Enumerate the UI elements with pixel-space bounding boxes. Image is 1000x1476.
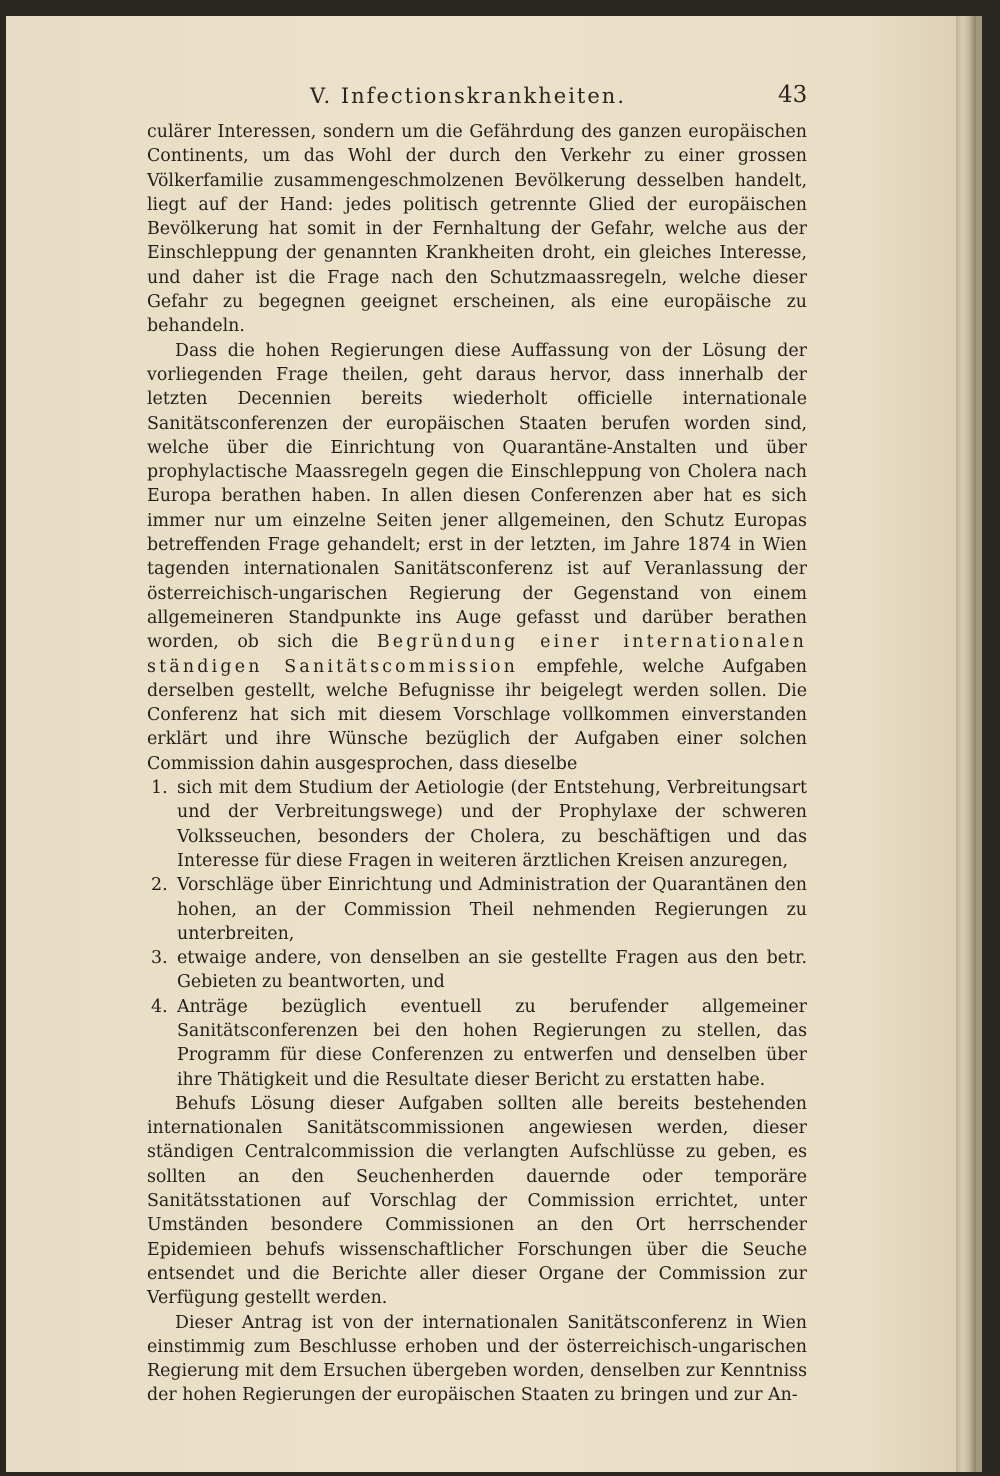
page-edge [956,16,976,1472]
list-item [147,995,807,1092]
paragraph-2-part-a: Dass die hohen Regierungen diese Auffassung von der Lösung der vorliegenden Frage theilen, geht daraus hervor, dass innerhalb der letzten Decennien bereits wiederholt officielle internationale Sanitätsconferenzen der europäischen Staaten berufen worden sind, welche über die Einrichtung von Quarantäne-Anstalten und über prophylactische Maassregeln gegen die Einschleppung von Cholera nach Europa berathen haben. In allen diesen Conferenzen aber hat es sich immer nur um einzelne Seiten jener allgemeinen, den Schutz Europas betreffenden Frage gehandelt; erst in der letzten, im Jahre 1874 in Wien tagenden internationalen Sanitätsconferenz ist auf Veranlassung der österreichisch-ungarischen Regierung der Gegenstand von einem allgemeineren Standpunkte ins Auge gefasst und darüber berathen worden, ob sich die [147,340,807,653]
paragraph-4: Dieser Antrag ist von der internationalen Sanitätsconferenz in Wien einstimmig zum Beschlusse erhoben und der österreichisch-ungarischen Regierung mit dem Ersuchen übergeben worden, denselben zur Kenntniss der hohen Regierungen der europäischen Staaten zu bringen und zur An- [147,1312,807,1406]
list-item-text: Anträge bezüglich eventuell zu berufender allgemeiner Sanitätsconferenzen bei den hohen Regierungen zu stellen, das Programm für diese Conferenzen zu entwerfen und denselben über ihre Thätigkeit und die Resultate dieser Bericht zu erstatten habe. [177,996,807,1090]
list-number: 3. [151,948,168,969]
list-item-text: etwaige andere, von denselben an sie gestellte Fragen aus den betr. Gebieten zu beantworten, und [177,948,807,993]
page-edge-shadow [976,16,982,1472]
list-item-text: Vorschläge über Einrichtung und Administration der Quarantänen den hohen, an der Commission Theil nehmenden Regierungen zu unterbreiten, [177,875,807,944]
numbered-list [147,776,807,1092]
list-item-text: sich mit dem Studium der Aetiologie (der Entstehung, Verbreitungsart und der Verbreitungswege) und der Prophylaxe der schweren Volksseuchen, besonders der Cholera, zu beschäftigen und das Interesse für diese Fragen in weiteren ärztlichen Kreisen anzuregen, [177,778,807,871]
list-number: 4. [151,996,168,1017]
emphasized-phrase: Begründung einer internationalen ständigen Sanitätscommission [147,632,808,677]
page-number: 43 [778,82,808,108]
book-page [6,16,956,1472]
paragraph-2 [147,339,807,776]
list-item [147,873,807,946]
paragraph-3: Behufs Lösung dieser Aufgaben sollten alle bereits bestehenden internationalen Sanitätscommissionen angewiesen werden, dieser ständigen Centralcommission die verlangten Aufschlüsse zu geben, es sollten an den Seuchenherden dauernde oder temporäre Sanitätsstationen auf Vorschlag der Commission errichtet, unter Umständen besondere Commissionen an den Ort herrschender Epidemieen behufs wissenschaftlicher Forschungen über die Seuche entsendet und die Berichte aller dieser Organe der Commission zur Verfügung gestellt werden. [147,1093,807,1309]
list-number: 2. [151,875,168,896]
list-number: 1. [151,778,168,799]
paragraph-1: culärer Interessen, sondern um die Gefährdung des ganzen europäischen Continents, um das Wohl der durch den Verkehr zu einer grossen Völkerfamilie zusammengeschmolzenen Bevölkerung desselben handelt, liegt auf der Hand: jedes politisch getrennte Glied der europäischen Bevölkerung hat somit in der Fernhaltung der Gefahr, welche aus der Einschleppung der genannten Krankheiten droht, ein gleiches Interesse, und daher ist die Frage nach den Schutzmaassregeln, welche dieser Gefahr zu begegnen geeignet erscheinen, als eine europäische zu behandeln. [147,122,807,337]
body-text [147,120,807,1408]
list-item [147,946,807,995]
list-item [147,776,807,873]
paragraph-2-part-b: empfehle, welche Aufgaben derselben gestellt, welche Befugnisse ihr beigelegt werden sollen. Die Conferenz hat sich mit diesem Vorschlage vollkommen einverstanden erklärt und ihre Wünsche bezüglich der Aufgaben einer solchen Commission dahin ausgesprochen, dass dieselbe [147,656,807,774]
page-header [6,80,956,114]
running-head: V. Infectionskrankheiten. [310,84,626,108]
